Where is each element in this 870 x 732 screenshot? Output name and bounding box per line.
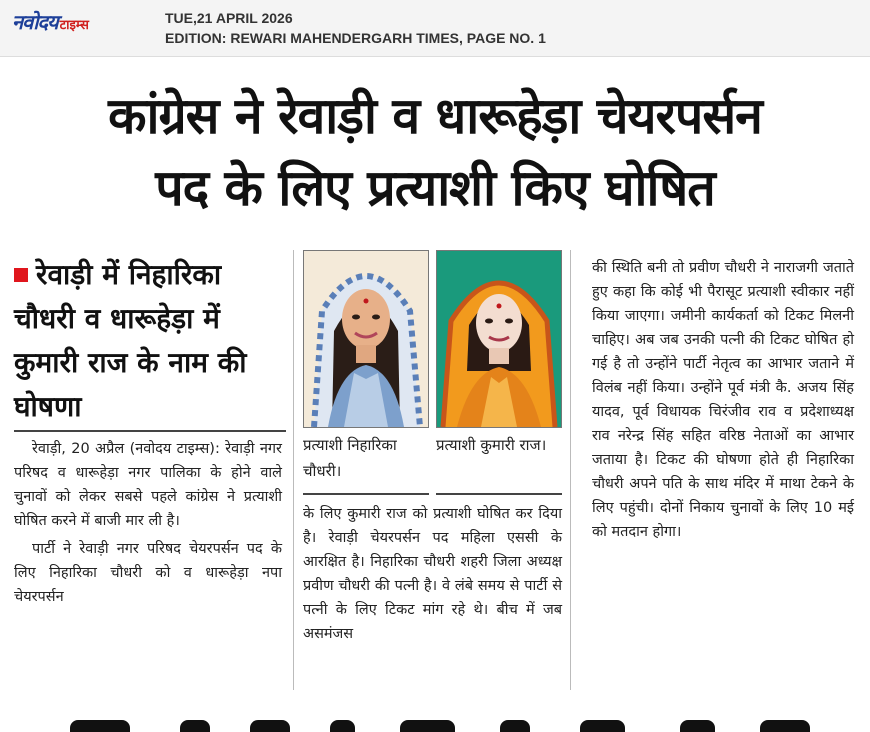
column-divider	[570, 250, 571, 690]
portrait-illustration	[304, 251, 428, 427]
column-divider	[293, 250, 294, 690]
paragraph: पार्टी ने रेवाड़ी नगर परिषद चेयरपर्सन पद के लिए निहारिका चौधरी को व धारूहेड़ा नपा चेयरपर्सन	[14, 541, 282, 605]
paragraph: की स्थिति बनी तो प्रवीण चौधरी ने नाराजगी जताते हुए कहा कि कोई भी पैरासूट प्रत्याशी स्वीकार नहीं किया जाएगा। जमीनी कार्यकर्ता को टिकट मिलनी चाहिए। अब जब उनकी पत्नी की टिकट घोषित हो गई है तो उन्होंने पार्टी नेतृत्व का आभार जताने में विलंब नहीं किया। उन्होंने पूर्व मंत्री कै. अजय सिंह यादव, पूर्व विधायक चिरंजीव राव व प्रदेशाध्यक्ष राव नरेन्द्र सिंह सहित वरिष्ठ नेताओं का आभार जताया है। टिकट की घोषणा होते ही निहारिका चौधरी अपने पति के साथ मंदिर में माथा टेकने के लिए पहुंची। दोनों निकाय चुनावों के लिए 10 मई को मतदान होगा।	[592, 260, 854, 540]
photo-caption-1: प्रत्याशी निहारिका चौधरी।	[303, 436, 397, 480]
top-bar	[0, 0, 870, 57]
portrait-illustration	[437, 251, 561, 427]
photo-caption-2: प्रत्याशी कुमारी राज।	[436, 436, 547, 454]
article-column-2	[303, 502, 562, 646]
candidate-photo-kumari-raj	[436, 250, 562, 428]
newspaper-logo[interactable]	[12, 8, 89, 32]
subheadline	[14, 253, 284, 429]
logo-sub-text: टाइम्स	[59, 18, 89, 33]
paragraph: रेवाड़ी, 20 अप्रैल (नवोदय टाइम्स): रेवाड़ी नगर परिषद व धारूहेड़ा नगर पालिका के होने वाले चुनावों को लेकर सबसे पहले कांग्रेस ने प्रत्याशी घोषित करने में बाजी मार ली है।	[14, 441, 282, 529]
headline-line-1: कांग्रेस ने रेवाड़ी व धारूहेड़ा चेयरपर्सन	[108, 87, 762, 145]
next-headline-cropped	[0, 712, 870, 732]
article-column-1	[14, 437, 282, 609]
divider	[14, 430, 286, 432]
article-column-3	[592, 256, 854, 544]
page-title	[0, 80, 870, 224]
logo-main-text: नवोदय	[12, 10, 58, 34]
subheadline-text: रेवाड़ी में निहारिका चौधरी व धारूहेड़ा में कुमारी राज के नाम की घोषणा	[14, 258, 247, 423]
edition-meta	[165, 8, 546, 48]
issue-date: TUE,21 APRIL 2026	[165, 10, 293, 26]
caption-divider	[303, 493, 429, 495]
headline-line-2: पद के लिए प्रत्याशी किए घोषित	[155, 159, 715, 217]
edition-info: EDITION: REWARI MAHENDERGARH TIMES, PAGE NO. 1	[165, 30, 546, 46]
paragraph: के लिए कुमारी राज को प्रत्याशी घोषित कर दिया है। रेवाड़ी चेयरपर्सन पद महिला एससी के आरक्षित है। निहारिका चौधरी शहरी जिला अध्यक्ष प्रवीण चौधरी की पत्नी है। वे लंबे समय से पार्टी से पत्नी के लिए टिकट मांग रहे थे। बीच में जब असमंजस	[303, 506, 562, 642]
candidate-photo-niharika	[303, 250, 429, 428]
bullet-square-icon	[14, 268, 28, 282]
caption-divider	[436, 493, 562, 495]
